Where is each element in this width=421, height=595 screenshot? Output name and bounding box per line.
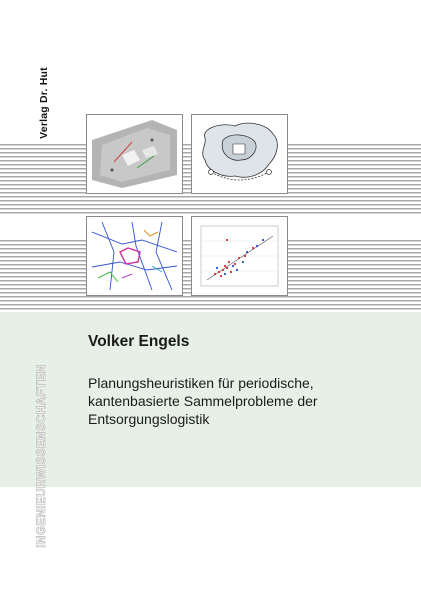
book-title-line: Planungsheuristiken für periodische, xyxy=(88,375,314,391)
image-aerial-3d-map xyxy=(86,114,183,194)
image-colored-street-map xyxy=(86,216,183,296)
series-name: INGENIEURWISSENSCHAFTEN xyxy=(36,364,48,548)
book-title xyxy=(88,374,388,428)
book-title-line: kantenbasierte Sammelprobleme der xyxy=(88,393,318,409)
series-label xyxy=(31,356,53,556)
book-title-line: Entsorgungslogistik xyxy=(88,411,210,427)
image-route-diagram xyxy=(191,114,288,194)
publisher-name: Verlag Dr. Hut xyxy=(38,66,50,139)
image-scatter-plot xyxy=(191,216,288,296)
author-name: Volker Engels xyxy=(88,333,190,350)
publisher-logo xyxy=(33,55,55,150)
